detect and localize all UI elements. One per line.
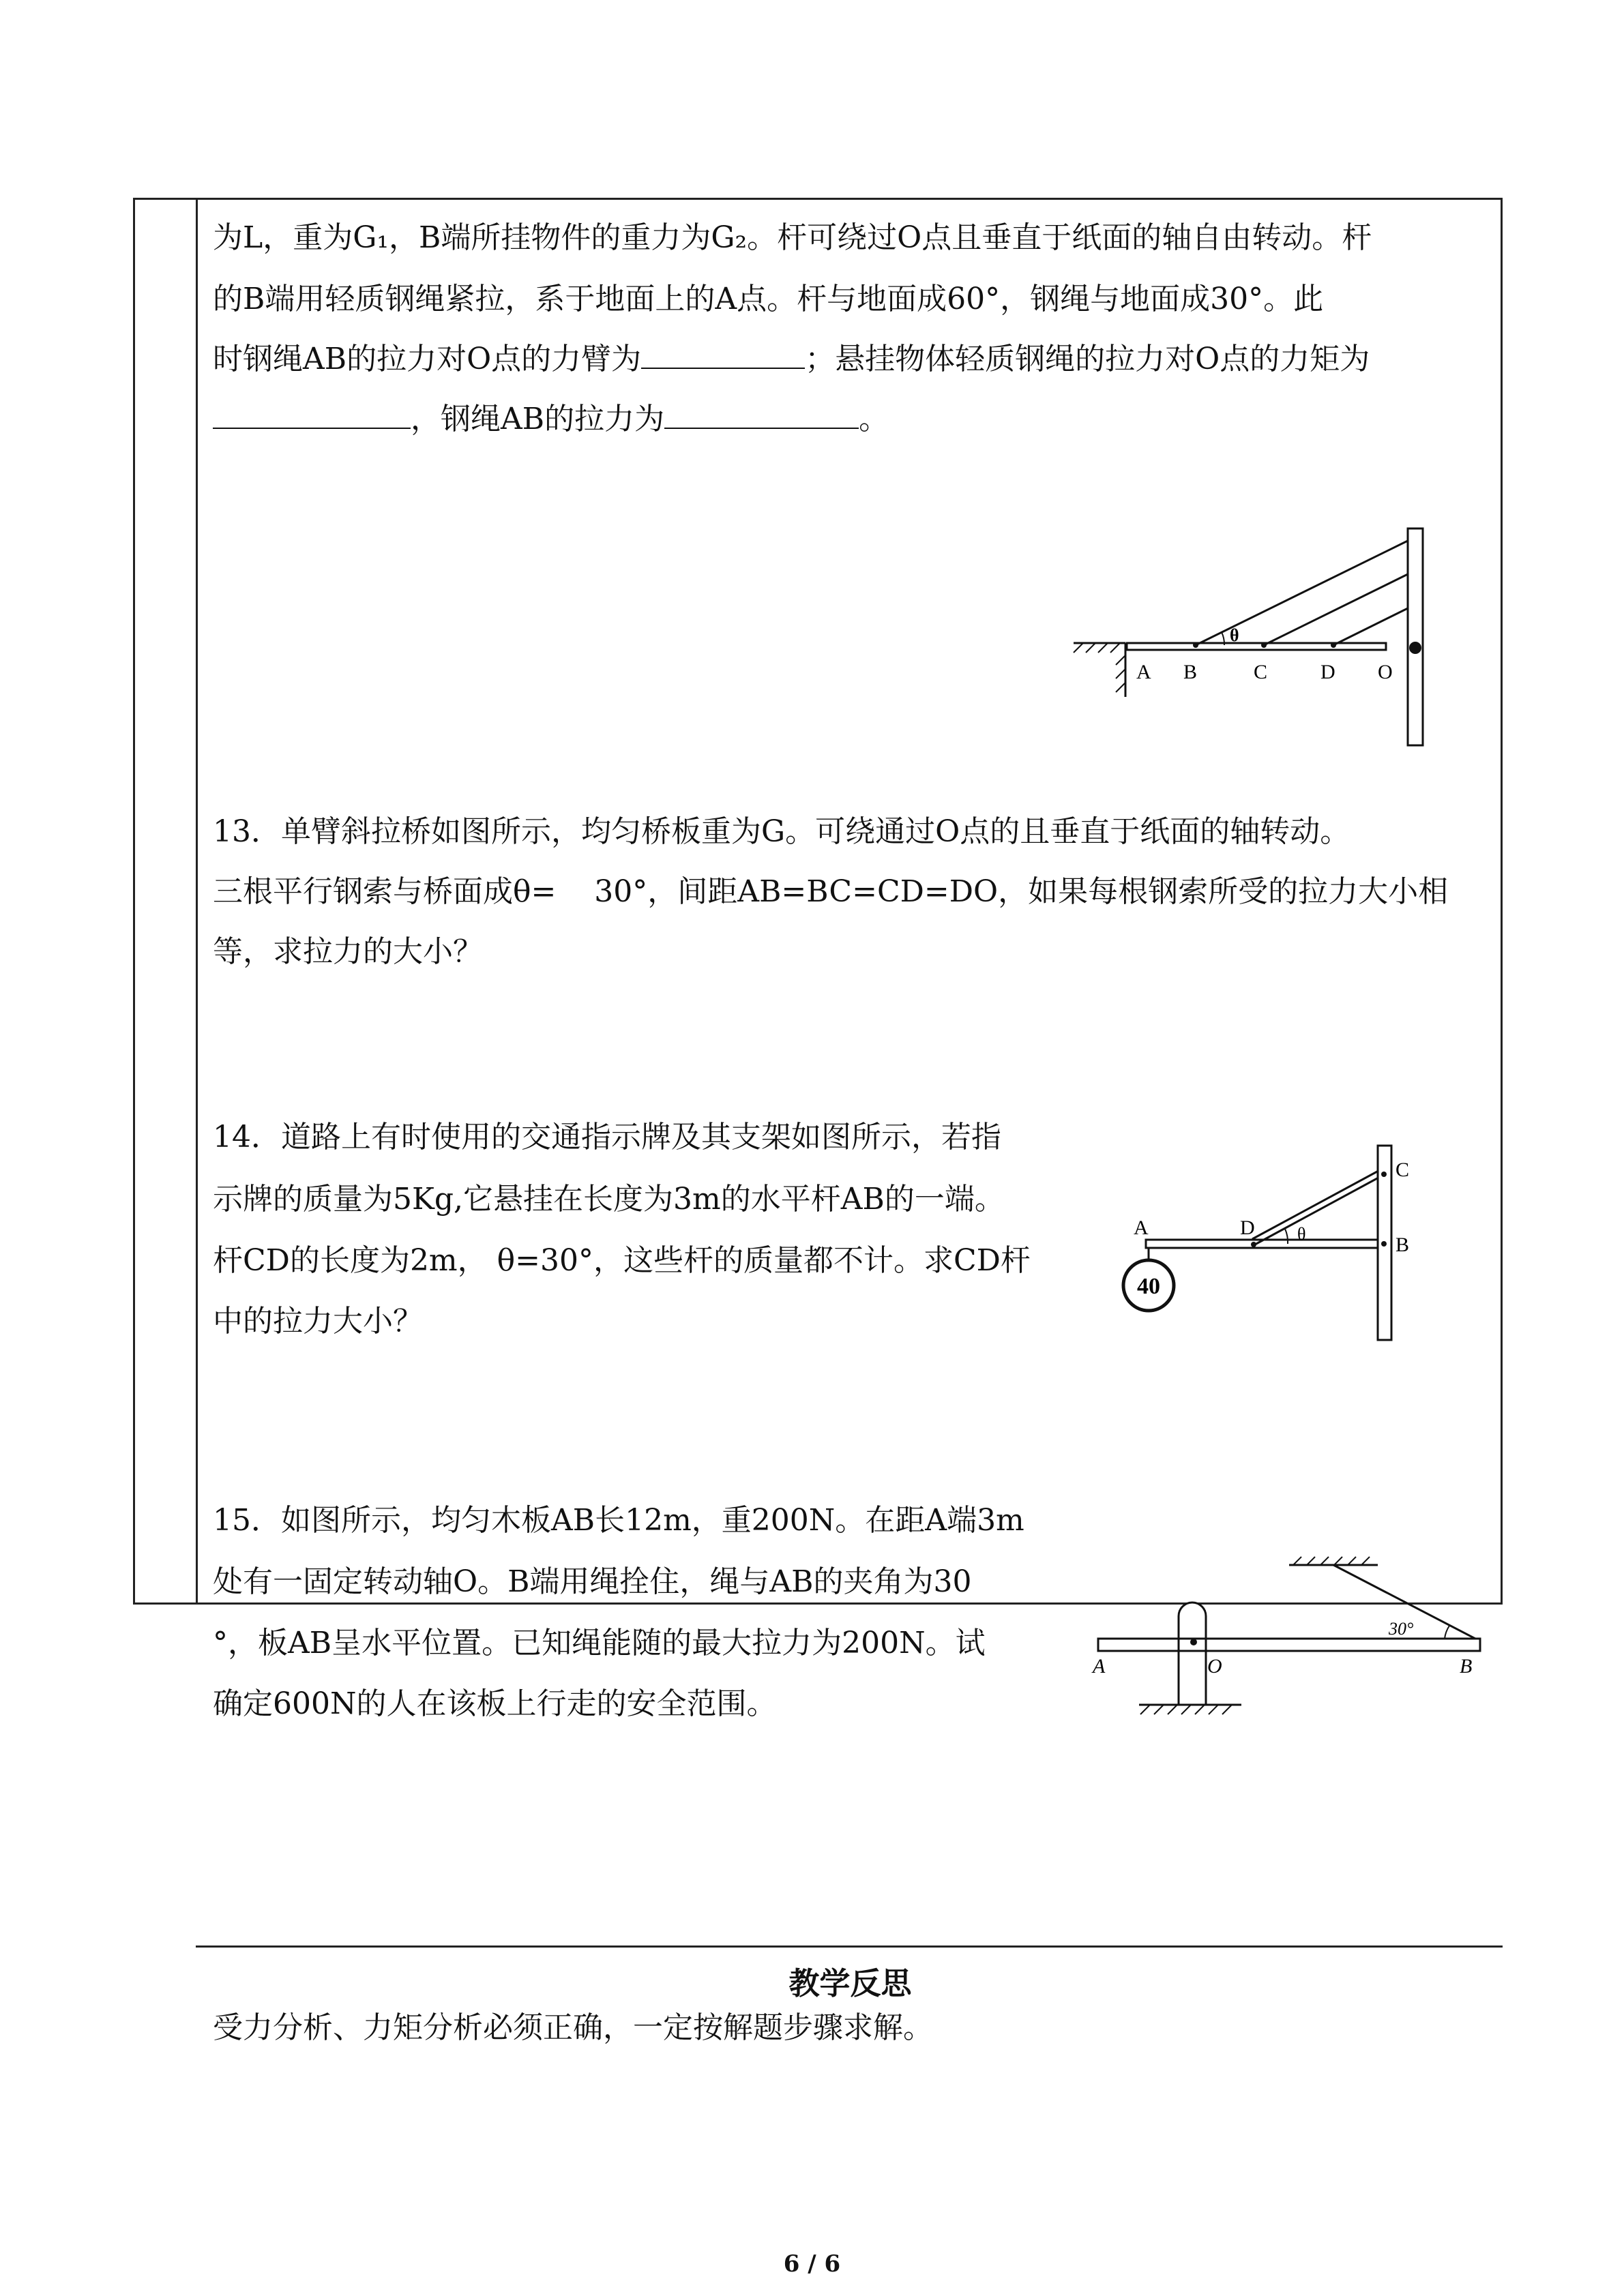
bridge-label-o: O	[1378, 661, 1393, 683]
plank-label-o: O	[1207, 1655, 1222, 1678]
q15-line-4: 确定600N的人在该板上行走的安全范围。	[213, 1686, 777, 1721]
q15-line-3: °，板AB呈水平位置。已知绳能随的最大拉力为200N。试	[213, 1626, 986, 1660]
q12-line-3a: 时钢绳AB的拉力对O点的力臂为	[213, 342, 642, 376]
q12-line-4a: ，钢绳AB的拉力为	[411, 402, 665, 436]
bridge-label-a: A	[1136, 661, 1151, 683]
sign-angle-label: θ	[1297, 1224, 1306, 1244]
bridge-label-d: D	[1320, 661, 1335, 683]
q12-line-4	[213, 391, 889, 448]
sign-label-d: D	[1240, 1217, 1255, 1239]
sign-label-c: C	[1396, 1159, 1410, 1181]
q14-line-2: 示牌的质量为5Kg,它悬挂在长度为3m的水平杆AB的一端。	[213, 1182, 1005, 1217]
plank-label-b: B	[1460, 1655, 1473, 1678]
q14-line-3: 杆CD的长度为2m， θ=30°，这些杆的质量都不计。求CD杆	[213, 1243, 1031, 1278]
bridge-label-b: B	[1183, 661, 1198, 683]
bridge-diagram	[1071, 518, 1432, 747]
q14-line-1: 14．道路上有时使用的交通指示牌及其支架如图所示，若指	[213, 1120, 1001, 1154]
q15-line-2: 处有一固定转动轴O。B端用绳拴住，绳与AB的夹角为30	[213, 1564, 972, 1599]
q14-line-4: 中的拉力大小？	[213, 1304, 423, 1339]
q13-line-1: 13．单臂斜拉桥如图所示，均匀桥板重为G。可绕通过O点的且垂直于纸面的轴转动。	[213, 814, 1350, 849]
q12-line-3b: ；悬挂物体轻质钢绳的拉力对O点的力矩为	[805, 342, 1370, 376]
plank-diagram	[1091, 1555, 1487, 1732]
q12-line-4b: 。	[859, 402, 889, 436]
q12-line-1: 为L，重为G₁，B端所挂物件的重力为G₂。杆可绕过O点且垂直于纸面的轴自由转动。杆	[213, 220, 1372, 255]
bridge-label-c: C	[1254, 661, 1268, 683]
reflection-heading: 教学反思	[788, 1965, 912, 2001]
column-divider	[196, 198, 198, 1605]
plank-label-a: A	[1093, 1655, 1106, 1678]
answer-blank-1[interactable]	[641, 338, 805, 369]
row-divider	[196, 1945, 1503, 1948]
sign-40: 40	[1137, 1274, 1160, 1299]
traffic-sign-diagram	[1119, 1135, 1410, 1340]
reflection-text: 受力分析、力矩分析必须正确，一定按解题步骤求解。	[213, 2010, 933, 2045]
bridge-angle-label: θ	[1230, 625, 1239, 645]
sign-label-a: A	[1134, 1217, 1149, 1239]
q13-line-3: 等，求拉力的大小？	[213, 934, 483, 969]
q13-line-2: 三根平行钢索与桥面成θ= 30°，间距AB=BC=CD=DO，如果每根钢索所受的拉力大小相	[213, 874, 1449, 909]
q15-line-1: 15．如图所示，均匀木板AB长12m，重200N。在距A端3m	[213, 1503, 1024, 1538]
q12-line-3	[213, 331, 1370, 388]
page-number: 6 / 6	[783, 2250, 841, 2278]
sign-label-b: B	[1396, 1234, 1410, 1256]
plank-angle-label: 30°	[1389, 1619, 1414, 1639]
answer-blank-3[interactable]	[664, 398, 859, 429]
q12-line-2: 的B端用轻质钢绳紧拉，系于地面上的A点。杆与地面成60°，钢绳与地面成30°。此	[213, 282, 1324, 316]
answer-blank-2[interactable]	[213, 398, 411, 429]
